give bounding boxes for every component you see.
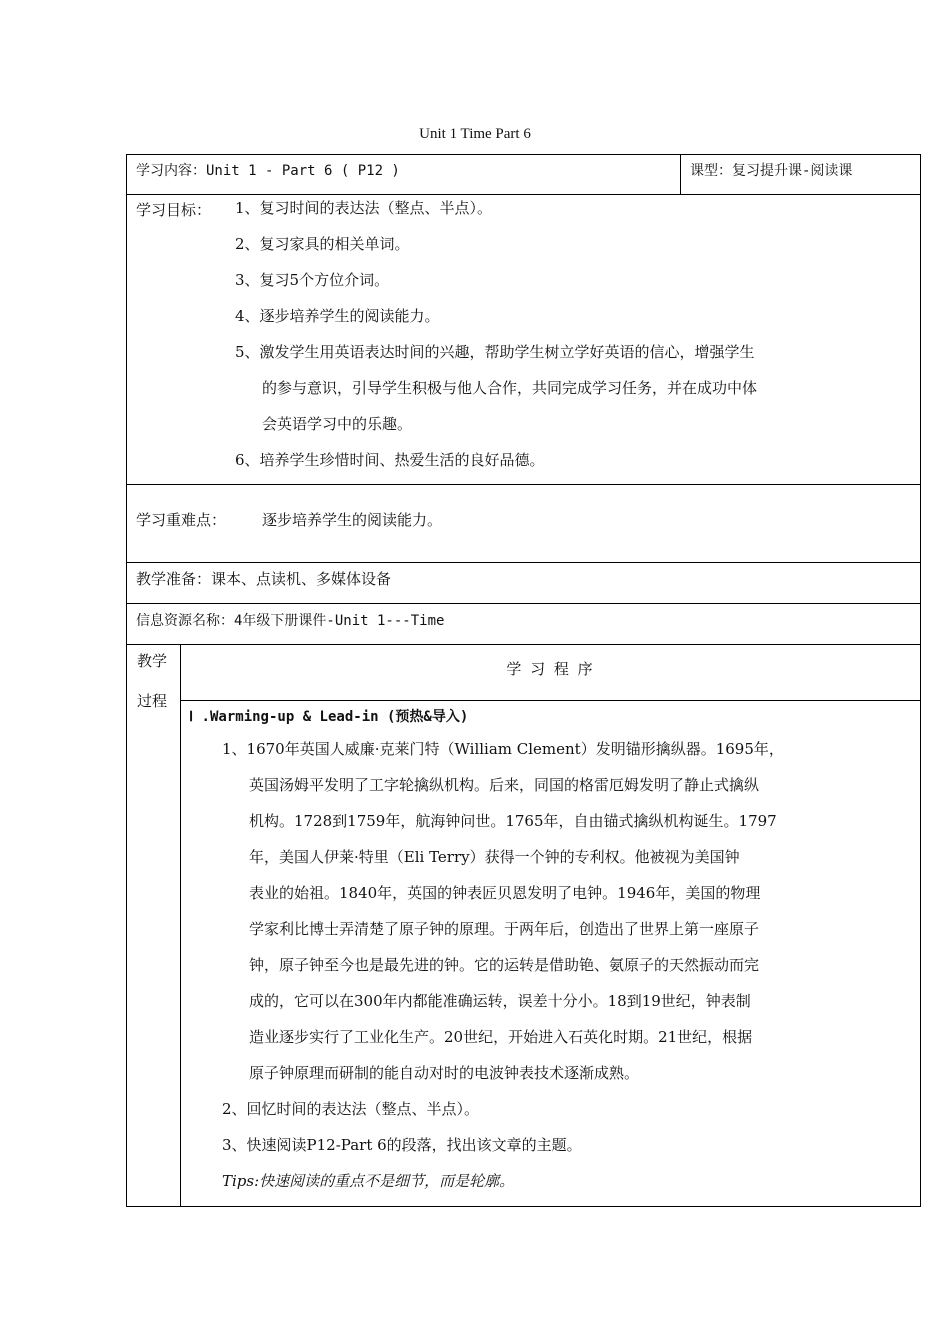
paragraph-line: 英国汤姆平发明了工字轮擒纵机构。后来，同国的格雷厄姆发明了静止式擒纵	[249, 776, 760, 794]
row-divider	[126, 644, 921, 645]
section-title: Ⅰ .Warming-up & Lead-in (预热&导入)	[189, 709, 469, 725]
paragraph-line: 年，美国人伊莱·特里（Eli Terry）获得一个钟的专利权。他被视为美国钟	[249, 848, 740, 866]
process-side-label: 教学	[137, 652, 168, 670]
objective-item: 1、复习时间的表达法（整点、半点）。	[235, 199, 493, 217]
tips-text: Tips:快速阅读的重点不是细节，而是轮廓。	[222, 1172, 515, 1190]
objective-item: 的参与意识，引导学生积极与他人合作，共同完成学习任务，并在成功中体	[262, 379, 758, 397]
paragraph-line: 造业逐步实行了工业化生产。20世纪，开始进入石英化时期。21世纪，根据	[249, 1028, 753, 1046]
process-item-3: 3、快速阅读P12-Part 6的段落，找出该文章的主题。	[222, 1136, 582, 1154]
paragraph-line: 表业的始祖。1840年，英国的钟表匠贝恩发明了电钟。1946年，美国的物理	[249, 884, 761, 902]
paragraph-line: 机构。1728到1759年，航海钟问世。1765年，自由锚式擒纵机构诞生。1797	[249, 812, 777, 830]
objective-item: 4、逐步培养学生的阅读能力。	[235, 307, 440, 325]
process-side-label: 过程	[137, 692, 168, 710]
history-paragraph	[222, 731, 832, 1091]
document-title: Unit 1 Time Part 6	[419, 126, 531, 142]
row-divider	[126, 562, 921, 563]
objective-item: 6、培养学生珍惜时间、热爱生活的良好品德。	[235, 451, 545, 469]
key-points-label: 学习重难点：	[136, 511, 227, 529]
row-divider	[180, 700, 921, 701]
paragraph-line: 学家利比博士弄清楚了原子钟的原理。于两年后，创造出了世界上第一座原子	[249, 920, 760, 938]
paragraph-line: 成的，它可以在300年内都能准确运转，误差十分小。18到19世纪，钟表制	[249, 992, 751, 1010]
resources-cell: 信息资源名称：4年级下册课件-Unit 1---Time	[136, 613, 445, 629]
objective-item: 3、复习5个方位介词。	[235, 271, 390, 289]
column-divider	[680, 154, 681, 195]
paragraph-line: 原子钟原理而研制的能自动对时的电波钟表技术逐渐成熟。	[249, 1064, 640, 1082]
paragraph-line: 1、1670年英国人威廉·克莱门特（William Clement）发明锚形擒纵器。1695年，	[222, 740, 784, 758]
objective-item: 2、复习家具的相关单词。	[235, 235, 410, 253]
content-cell: 学习内容：Unit 1 - Part 6 ( P12 )	[136, 163, 400, 179]
objectives-label: 学习目标：	[136, 201, 212, 219]
lesson-type-cell: 课型：复习提升课-阅读课	[690, 163, 853, 179]
process-heading: 学 习 程 序	[506, 660, 595, 678]
column-divider	[180, 644, 181, 1207]
paragraph-line: 钟，原子钟至今也是最先进的钟。它的运转是借助铯、氨原子的天然振动而完	[249, 956, 760, 974]
key-points-text: 逐步培养学生的阅读能力。	[262, 511, 443, 529]
objective-item: 会英语学习中的乐趣。	[262, 415, 413, 433]
process-item-2: 2、回忆时间的表达法（整点、半点）。	[222, 1100, 480, 1118]
row-divider	[126, 603, 921, 604]
preparation-cell: 教学准备：课本、点读机、多媒体设备	[136, 570, 392, 588]
row-divider	[126, 484, 921, 485]
process-item	[222, 1091, 832, 1199]
objective-item: 5、激发学生用英语表达时间的兴趣，帮助学生树立学好英语的信心，增强学生	[235, 343, 755, 361]
